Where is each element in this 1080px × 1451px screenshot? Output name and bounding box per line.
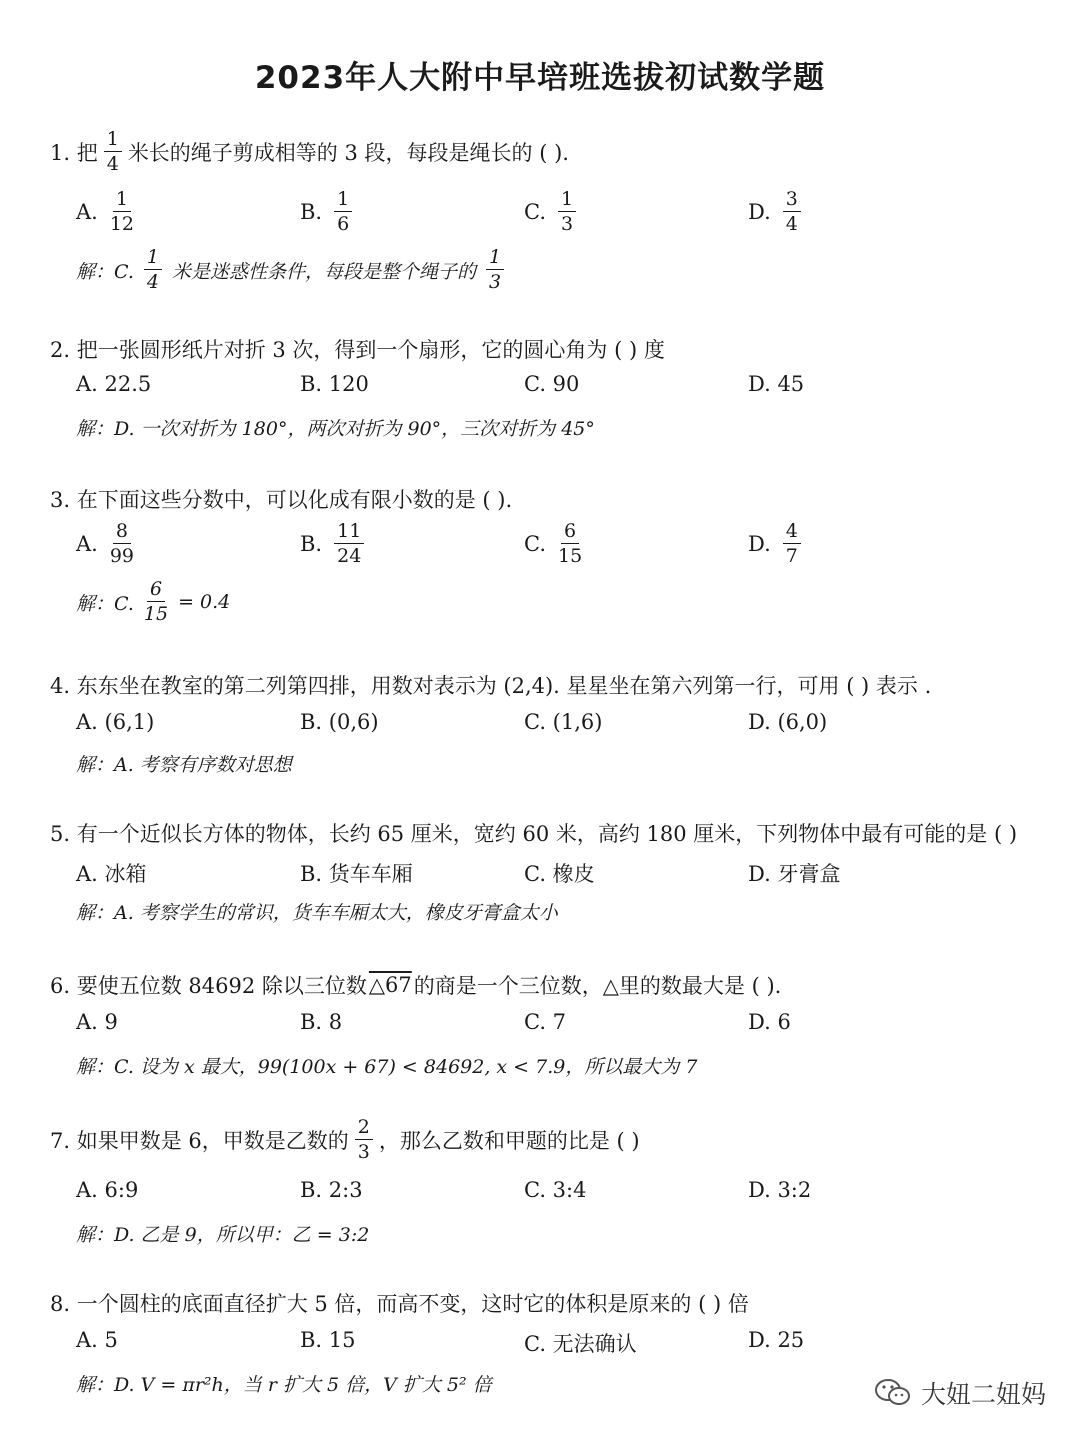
option-c[interactable]: C. $\frac{1}{3}$ — [524, 190, 580, 234]
fraction: $\frac{1}{4}$ — [104, 130, 122, 174]
question-2: 2. 把一张圆形纸片对折 3 次，得到一个扇形，它的圆心角为 ( ) 度 — [50, 338, 665, 362]
option-c[interactable]: C. 橡皮 — [524, 862, 595, 886]
answer-3: 解：C. $\frac{6}{15}$ = 0.4 — [76, 578, 231, 625]
question-6-options — [76, 1010, 1056, 1054]
option-b[interactable]: B. 2:3 — [300, 1178, 363, 1202]
option-b[interactable]: B. $\frac{1}{6}$ — [300, 190, 356, 234]
option-d[interactable]: D. 6 — [748, 1010, 791, 1034]
option-d[interactable]: D. 45 — [748, 372, 805, 396]
option-d[interactable]: D. 3:2 — [748, 1178, 812, 1202]
answer-4: 解：A. 考察有序数对思想 — [76, 754, 292, 776]
question-3: 3. 在下面这些分数中，可以化成有限小数的是 ( ). — [50, 488, 513, 512]
option-a[interactable]: A. 冰箱 — [76, 862, 147, 886]
option-a[interactable]: A. 22.5 — [76, 372, 152, 396]
question-7: 7. 如果甲数是 6，甲数是乙数的 $\frac{2}{3}$ ，那么乙数和甲题的比是 ( ) — [50, 1116, 640, 1163]
watermark — [873, 1375, 1046, 1411]
option-d[interactable]: D. 牙膏盒 — [748, 862, 841, 886]
option-c[interactable]: C. 无法确认 — [524, 1332, 637, 1356]
option-c[interactable]: C. 3:4 — [524, 1178, 587, 1202]
question-5: 5. 有一个近似长方体的物体，长约 65 厘米，宽约 60 米，高约 180 厘米，下列物体中最有可能的是 ( ) — [50, 822, 1018, 846]
option-d[interactable]: D. $\frac{4}{7}$ — [748, 522, 805, 566]
question-4-options — [76, 710, 1056, 754]
option-c[interactable]: C. $\frac{6}{15}$ — [524, 520, 583, 567]
answer-6: 解：C. 设为 x 最大，99(100x + 67) < 84692, x < 7.9，所以最大为 7 — [76, 1056, 698, 1078]
answer-8: 解：D. V = πr²h，当 r 扩大 5 倍，V 扩大 5² 倍 — [76, 1374, 492, 1396]
question-6: 6. 要使五位数 84692 除以三位数 △67 的商是一个三位数，△里的数最大是 ( ). — [50, 973, 782, 998]
page-title: 2023年人大附中早培班选拔初试数学题 — [254, 60, 826, 96]
option-a[interactable]: A. 5 — [76, 1328, 118, 1352]
wechat-icon — [873, 1377, 913, 1409]
answer-1: 解：C. $\frac{1}{4}$ 米是迷惑性条件，每段是整个绳子的 $\frac{1}{3}$ — [76, 248, 508, 292]
question-3-options — [76, 522, 1056, 566]
option-c[interactable]: C. 7 — [524, 1010, 567, 1034]
option-b[interactable]: B. (0,6) — [300, 710, 379, 734]
option-c[interactable]: C. 90 — [524, 372, 580, 396]
question-4: 4. 东东坐在教室的第二列第四排，用数对表示为 (2,4). 星星坐在第六列第一行，可用 ( ) 表示 . — [50, 674, 932, 698]
option-b[interactable]: B. 8 — [300, 1010, 343, 1034]
question-5-options — [76, 858, 1056, 902]
question-1-options — [76, 190, 1056, 234]
overline-number: △67 — [368, 973, 412, 997]
answer-5: 解：A. 考察学生的常识，货车车厢太大，橡皮牙膏盒太小 — [76, 902, 558, 924]
option-a[interactable]: A. 9 — [76, 1010, 118, 1034]
option-b[interactable]: B. 15 — [300, 1328, 356, 1352]
question-8: 8. 一个圆柱的底面直径扩大 5 倍，而高不变，这时它的体积是原来的 ( ) 倍 — [50, 1292, 749, 1316]
question-8-options — [76, 1328, 1056, 1372]
option-b[interactable]: B. 货车车厢 — [300, 862, 413, 886]
question-2-options — [76, 372, 1056, 416]
option-a[interactable]: A. $\frac{1}{12}$ — [76, 188, 135, 235]
watermark-text: 大妞二妞妈 — [920, 1380, 1046, 1409]
option-a[interactable]: A. (6,1) — [76, 710, 155, 734]
answer-2: 解：D. 一次对折为 180°，两次对折为 90°，三次对折为 45° — [76, 418, 595, 440]
option-b[interactable]: B. 120 — [300, 372, 369, 396]
option-d[interactable]: D. (6,0) — [748, 710, 828, 734]
option-d[interactable]: D. $\frac{3}{4}$ — [748, 190, 805, 234]
question-7-options — [76, 1178, 1056, 1222]
answer-7: 解：D. 乙是 9，所以甲：乙 = 3:2 — [76, 1224, 370, 1246]
option-a[interactable]: A. 6:9 — [76, 1178, 139, 1202]
fraction: $\frac{2}{3}$ — [355, 1118, 373, 1162]
option-a[interactable]: A. $\frac{8}{99}$ — [76, 520, 135, 567]
option-d[interactable]: D. 25 — [748, 1328, 805, 1352]
question-1: 1. 把 $\frac{1}{4}$ 米长的绳子剪成相等的 3 段，每段是绳长的 ( ). — [50, 128, 569, 175]
option-b[interactable]: B. $\frac{11}{24}$ — [300, 522, 368, 566]
option-c[interactable]: C. (1,6) — [524, 710, 603, 734]
